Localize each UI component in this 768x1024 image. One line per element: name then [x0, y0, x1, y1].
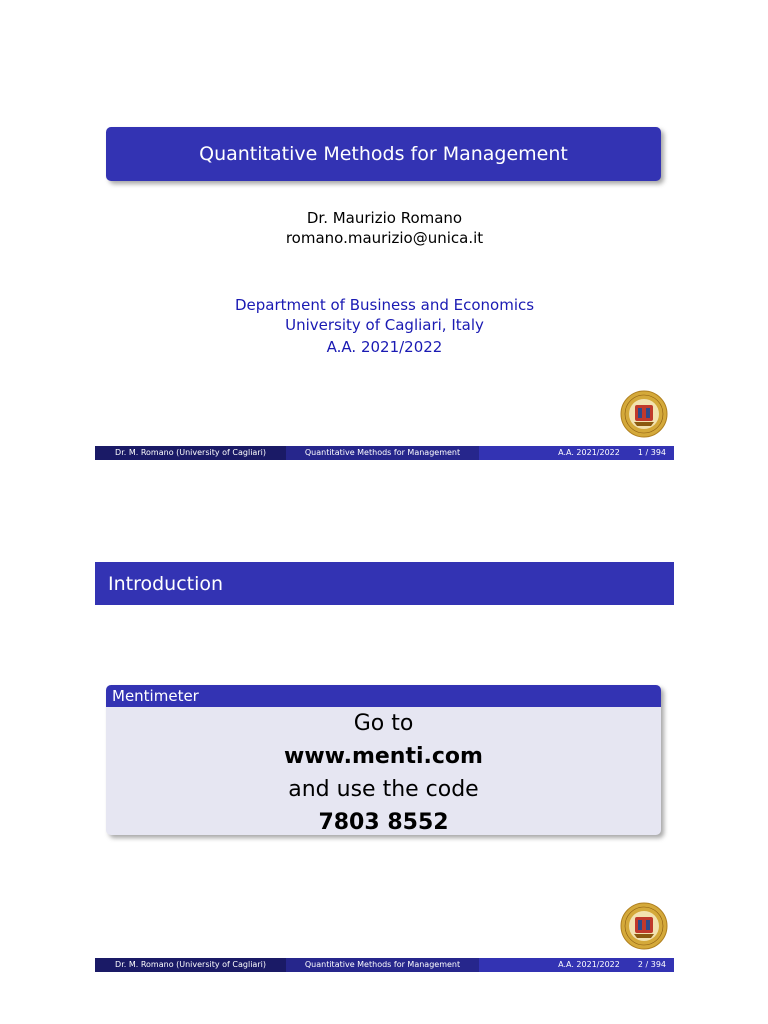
slide-title [106, 127, 661, 181]
introduction-slide [95, 562, 674, 974]
university: University of Cagliari, Italy [285, 316, 484, 334]
block-body [106, 707, 661, 835]
slide-title-text: Quantitative Methods for Management [199, 143, 568, 165]
go-to-line: Go to [353, 711, 414, 736]
academic-year: A.A. 2021/2022 [326, 338, 443, 356]
mentimeter-block [106, 685, 661, 835]
footer [95, 958, 674, 972]
footer-page: 2 / 394 [637, 960, 666, 969]
block-title: Mentimeter [106, 685, 661, 707]
footer [95, 446, 674, 460]
footer-course: Quantitative Methods for Management [286, 446, 479, 460]
department: Department of Business and Economics [234, 296, 535, 314]
footer-author: Dr. M. Romano (University of Cagliari) [95, 446, 286, 460]
author-email: romano.maurizio@unica.it [285, 229, 484, 247]
title-slide [95, 100, 674, 462]
menti-code: 7803 8552 [318, 810, 449, 835]
footer-year: A.A. 2021/2022 [558, 448, 620, 457]
footer-year: A.A. 2021/2022 [558, 960, 620, 969]
use-code-line: and use the code [288, 777, 479, 802]
footer-page: 1 / 394 [637, 448, 666, 457]
university-seal-icon [620, 390, 668, 438]
footer-right [479, 446, 674, 460]
frame-title [95, 562, 674, 605]
university-seal-icon [620, 902, 668, 950]
footer-right [479, 958, 674, 972]
footer-author: Dr. M. Romano (University of Cagliari) [95, 958, 286, 972]
author-name: Dr. Maurizio Romano [306, 209, 463, 227]
frame-title-text: Introduction [108, 572, 224, 595]
footer-course: Quantitative Methods for Management [286, 958, 479, 972]
menti-url: www.menti.com [284, 744, 483, 769]
